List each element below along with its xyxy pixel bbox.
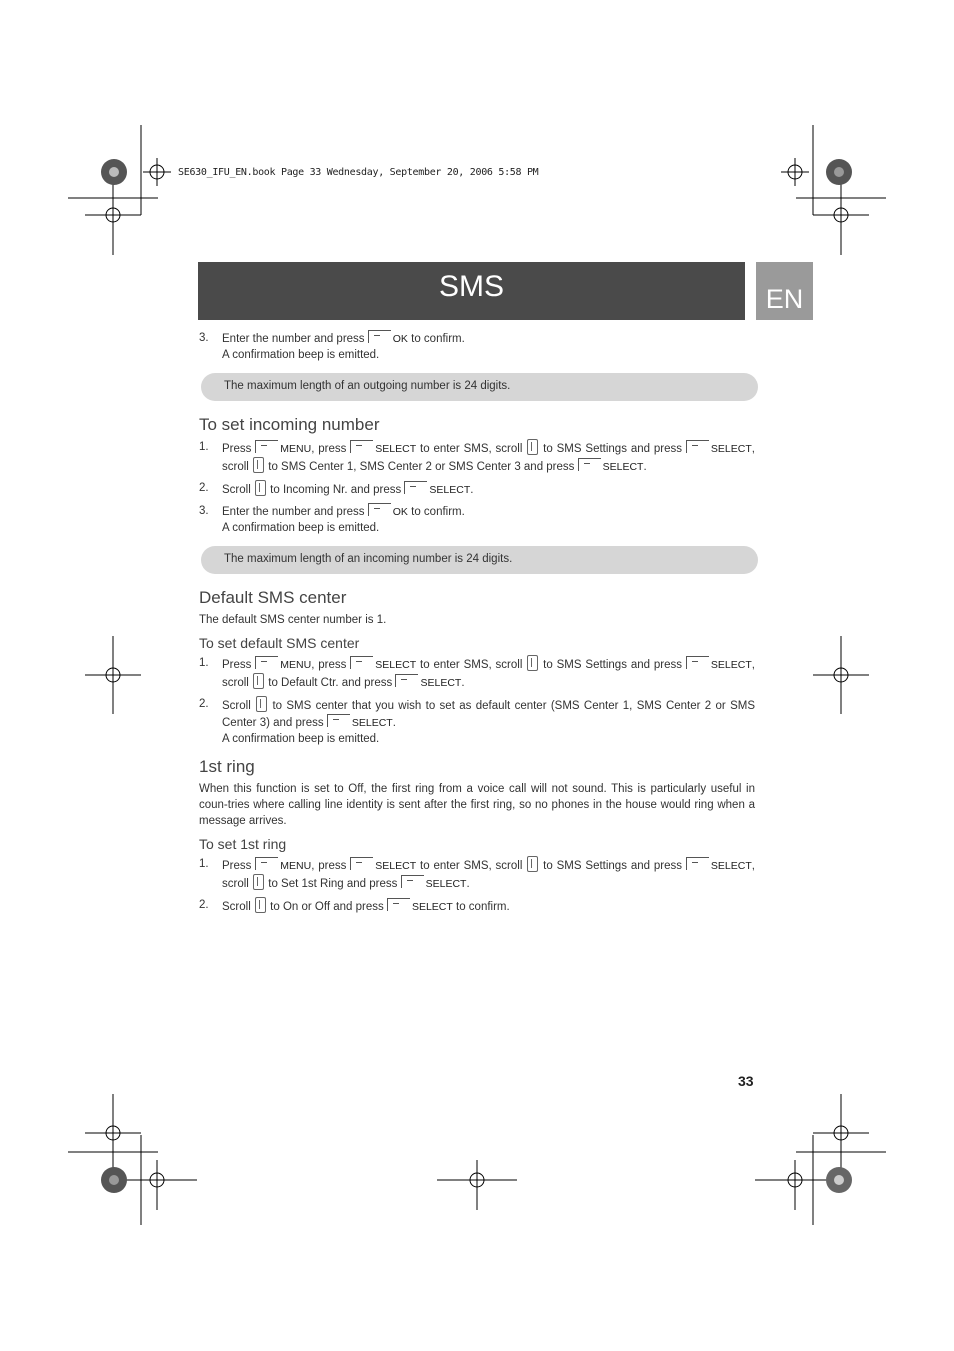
page-number: 33 [738, 1073, 754, 1089]
softkey-icon [350, 857, 373, 870]
list-item: 3. Enter the number and press OK to confirm. A confirmation beep is emitted. [199, 332, 465, 361]
nav-key-icon [253, 673, 264, 689]
list-item: 3. Enter the number and press OK to confirm. A confirmation beep is emitted. [199, 505, 465, 534]
nav-key-icon [253, 457, 264, 473]
nav-key-icon [527, 439, 538, 455]
page-title: SMS [438, 270, 504, 303]
softkey-icon [327, 714, 350, 727]
nav-key-icon [255, 897, 266, 913]
softkey-icon [395, 674, 418, 687]
list-item: 2. Scroll to On or Off and press SELECT to confirm. [199, 899, 510, 913]
softkey-icon [350, 440, 373, 453]
softkey-icon [686, 656, 709, 669]
softkey-icon [368, 330, 391, 343]
subsection-heading: To set 1st ring [199, 836, 287, 852]
softkey-icon [686, 440, 709, 453]
list-item: 2. Scroll to SMS center that you wish to set as default center (SMS Center 1, SMS Center 2 or SMS Center 3) and press SELECT. A confirmation beep is emitted. [199, 698, 756, 745]
subsection-heading: To set default SMS center [199, 635, 360, 651]
nav-key-icon [256, 696, 267, 712]
softkey-icon [401, 875, 424, 888]
softkey-icon [686, 857, 709, 870]
list-item: 1. Press MENU, press SELECT to enter SMS, scroll to SMS Settings and press SELECT, scroll to Set 1st Ring and press SELECT. [199, 858, 755, 890]
softkey-icon [404, 481, 427, 494]
key-label: OK [392, 333, 408, 345]
softkey-icon [578, 458, 601, 471]
section-heading: 1st ring [199, 757, 255, 776]
softkey-icon [255, 440, 278, 453]
print-slug: SE630_IFU_EN.book Page 33 Wednesday, September 20, 2006 5:58 PM [178, 167, 539, 178]
note-box: The maximum length of an incoming number is 24 digits. [201, 546, 758, 574]
language-tab: EN [756, 262, 813, 320]
section-heading: Default SMS center [199, 588, 347, 607]
nav-key-icon [255, 480, 266, 496]
nav-key-icon [253, 874, 264, 890]
section-heading: To set incoming number [199, 415, 380, 434]
main-content [199, 330, 755, 920]
softkey-icon [255, 857, 278, 870]
softkey-icon [387, 898, 410, 911]
list-item: 1. Press MENU, press SELECT to enter SMS, scroll to SMS Settings and press SELECT, scroll to Default Ctr. and press SELECT. [199, 657, 755, 689]
paragraph: The default SMS center number is 1. [199, 614, 387, 626]
softkey-icon [255, 656, 278, 669]
note-box: The maximum length of an outgoing number is 24 digits. [201, 373, 758, 401]
softkey-icon [350, 656, 373, 669]
nav-key-icon [527, 856, 538, 872]
softkey-icon [368, 503, 391, 516]
list-item: 1. Press MENU, press SELECT to enter SMS, scroll to SMS Settings and press SELECT, scroll to SMS Center 1, SMS Center 2 or SMS Center 3 and press SELECT. [199, 441, 755, 473]
nav-key-icon [527, 655, 538, 671]
list-item: 2. Scroll to Incoming Nr. and press SELECT. [199, 482, 474, 496]
paragraph: When this function is set to Off, the first ring from a voice call will not sound. This is particularly useful in coun-tries where calling line identity is sent after the first ring, so no phones in the house would ring when a message arrives. [199, 783, 755, 827]
section-header [198, 262, 745, 320]
